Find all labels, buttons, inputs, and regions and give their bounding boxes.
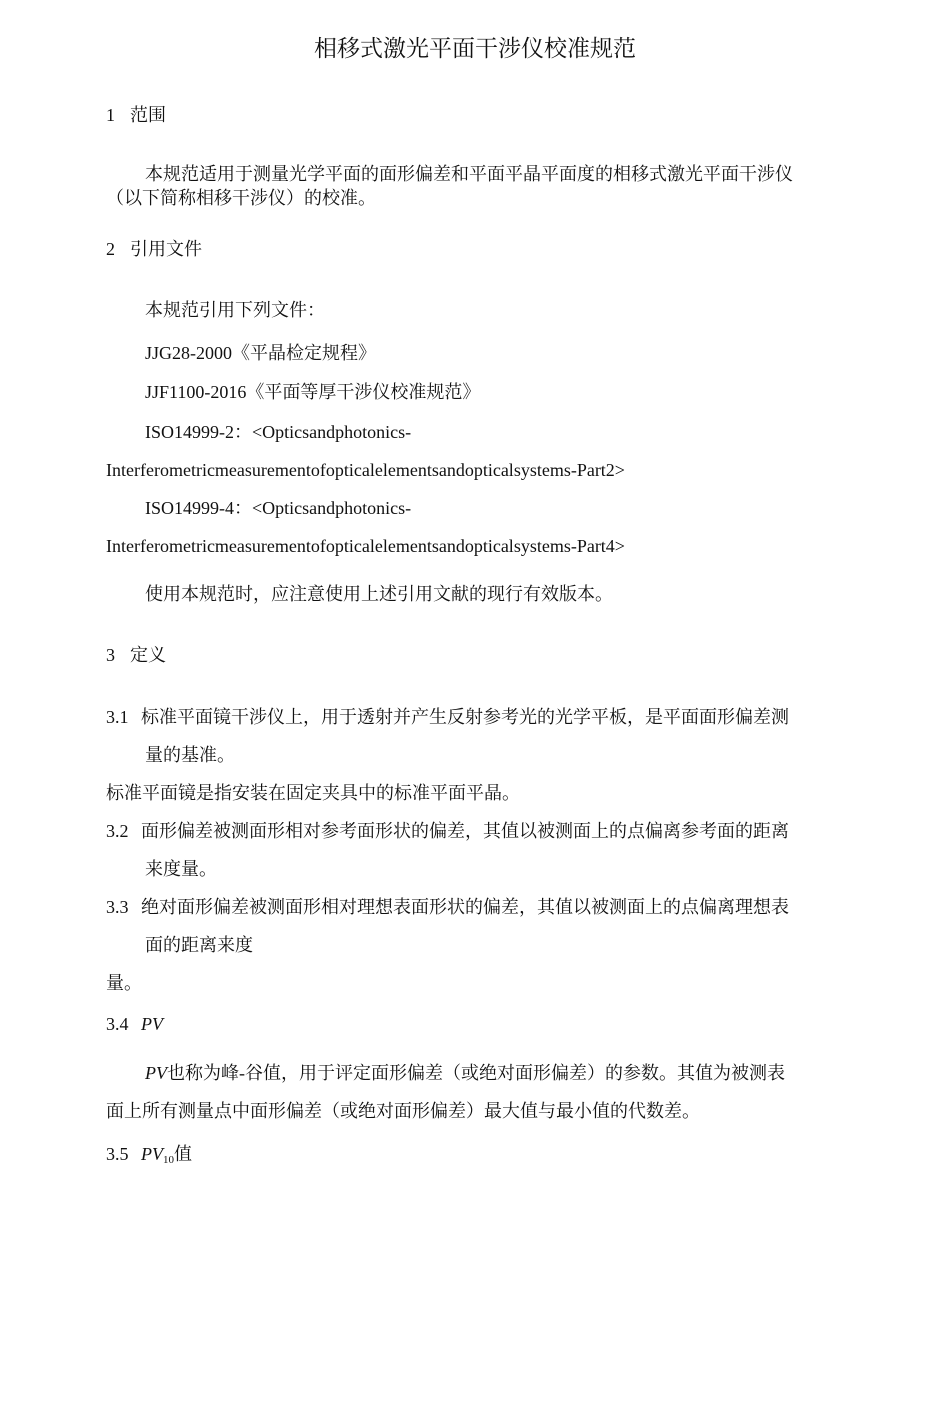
document-title: 相移式激光平面干涉仪校准规范	[314, 36, 636, 61]
definition-text: 绝对面形偏差被测面形相对理想表面形状的偏差，其值以被测面上的点偏离理想表	[141, 897, 789, 917]
reference-4-line-1: ISO14999-4：<Opticsandphotonics-	[145, 498, 412, 518]
definition-term: PV	[141, 1014, 163, 1034]
section-number: 3	[106, 645, 115, 665]
definition-3-4-paragraph-line-2: 面上所有测量点中面形偏差（或绝对面形偏差）最大值与最小值的代数差。	[106, 1101, 700, 1121]
reference-3-line-2: Interferometricmeasurementofopticalelementsandopticalsystems-Part2>	[106, 460, 625, 480]
references-intro: 本规范引用下列文件：	[145, 300, 325, 320]
section-number: 1	[106, 105, 115, 125]
section-title: 引用文件	[130, 239, 202, 259]
definition-term-suffix: 值	[174, 1144, 192, 1164]
section-title: 范围	[130, 105, 166, 125]
reference-1: JJG28-2000《平晶检定规程》	[145, 343, 377, 363]
reference-4-line-2: Interferometricmeasurementofopticalelementsandopticalsystems-Part4>	[106, 536, 625, 556]
section-number: 2	[106, 239, 115, 259]
definition-3-1-line-2: 量的基准。	[145, 745, 235, 765]
definition-3-4-heading	[106, 1012, 163, 1036]
reference-3-line-1: ISO14999-2：<Opticsandphotonics-	[145, 422, 412, 442]
reference-2: JJF1100-2016《平面等厚干涉仪校准规范》	[145, 382, 481, 402]
definition-3-2-line-1	[106, 819, 789, 843]
definition-text: 标准平面镜干涉仪上，用于透射并产生反射参考光的光学平板，是平面面形偏差测	[141, 707, 789, 727]
definition-term-subscript: 10	[163, 1154, 174, 1166]
scope-paragraph-line-2: （以下简称相移干涉仪）的校准。	[106, 188, 376, 208]
definition-number: 3.5	[106, 1144, 129, 1164]
definition-number: 3.2	[106, 821, 129, 841]
definition-3-3-line-2: 面的距离来度	[145, 935, 253, 955]
definition-3-3-line-1	[106, 895, 789, 919]
definition-3-1-extra: 标准平面镜是指安装在固定夹具中的标准平面平晶。	[106, 783, 520, 803]
scope-paragraph-line-1: 本规范适用于测量光学平面的面形偏差和平面平晶平面度的相移式激光平面干涉仪	[145, 164, 793, 184]
section-3-heading	[106, 643, 166, 667]
definition-number: 3.3	[106, 897, 129, 917]
definition-term-inline: PV	[145, 1063, 167, 1083]
section-1-heading	[106, 103, 166, 127]
definition-text: 面形偏差被测面形相对参考面形状的偏差，其值以被测面上的点偏离参考面的距离	[141, 821, 789, 841]
section-2-heading	[106, 237, 202, 261]
definition-term: PV	[141, 1144, 163, 1164]
definition-3-4-paragraph-line-1	[145, 1061, 785, 1085]
definition-number: 3.1	[106, 707, 129, 727]
definition-3-3-line-3: 量。	[106, 973, 142, 993]
definition-3-5-heading	[106, 1142, 192, 1172]
definition-3-2-line-2: 来度量。	[145, 859, 217, 879]
definition-3-1-line-1	[106, 705, 789, 729]
references-note: 使用本规范时，应注意使用上述引用文献的现行有效版本。	[145, 584, 613, 604]
section-title: 定义	[130, 645, 166, 665]
definition-text: 也称为峰-谷值，用于评定面形偏差（或绝对面形偏差）的参数。其值为被测表	[167, 1063, 785, 1083]
definition-number: 3.4	[106, 1014, 129, 1034]
